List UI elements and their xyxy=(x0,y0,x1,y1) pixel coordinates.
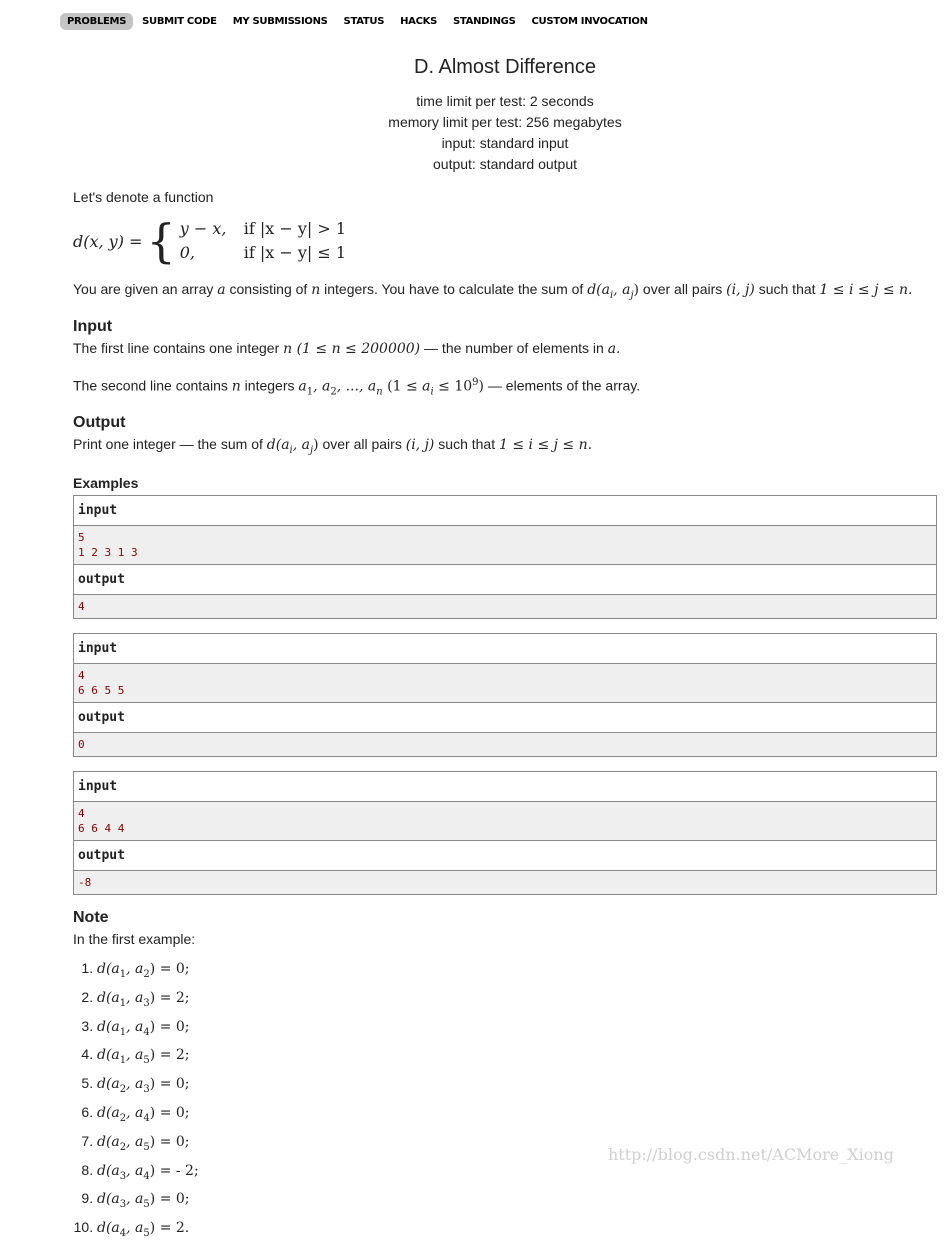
input-line-2: The second line contains n integers $a_1$, $a_2$, ..., $a_n$ $(1 \le a_i \le 10^9)$ — elements of the array. xyxy=(73,376,641,398)
function-formula xyxy=(73,214,937,268)
note-item: 5. $d(a_2$, $a_3) = 0$; xyxy=(97,1072,937,1101)
problem-statement xyxy=(73,187,937,1245)
time-limit: time limit per test: 2 seconds xyxy=(416,93,594,109)
example-input-label: input xyxy=(74,634,936,664)
top-nav xyxy=(60,11,657,31)
nav-my-submissions[interactable]: MY SUBMISSIONS xyxy=(232,15,328,27)
examples-list xyxy=(73,495,937,895)
example-input[interactable]: 4 6 6 5 5 xyxy=(74,664,936,703)
output-title: Output xyxy=(73,414,126,432)
output-spec: output: standard output xyxy=(433,156,577,172)
input-spec: input: standard input xyxy=(441,135,569,151)
statement-intro: Let's denote a function xyxy=(73,189,214,205)
example-3 xyxy=(73,771,937,895)
nav-submit-code[interactable]: SUBMIT CODE xyxy=(142,15,217,27)
note-item: 2. $d(a_1$, $a_3) = 2$; xyxy=(97,986,937,1015)
note-list xyxy=(73,957,937,1245)
statement-given: You are given an array a consisting of n integers. You have to calculate the sum of $d(a_i$, $a_j$) over all pairs (i, j) such that 1 ≤ i ≤ j ≤ n. xyxy=(73,281,913,301)
example-input-label: input xyxy=(74,496,936,526)
example-input[interactable]: 5 1 2 3 1 3 xyxy=(74,526,936,565)
note-item: 9. $d(a_3$, $a_5) = 0$; xyxy=(97,1187,937,1216)
nav-custom-invocation[interactable]: CUSTOM INVOCATION xyxy=(531,15,648,27)
memory-limit: memory limit per test: 256 megabytes xyxy=(388,114,622,130)
input-line-1: The first line contains one integer n (1 ≤ n ≤ 200000) — the number of elements in a. xyxy=(73,339,621,357)
formula-cases xyxy=(180,217,346,265)
note-item: 3. $d(a_1$, $a_4) = 0$; xyxy=(97,1015,937,1044)
example-2 xyxy=(73,633,937,757)
note-item: 4. $d(a_1$, $a_5) = 2$; xyxy=(97,1043,937,1072)
note-title: Note xyxy=(73,909,109,927)
example-1 xyxy=(73,495,937,619)
note-item: 8. $d(a_3$, $a_4$) = - 2; xyxy=(97,1159,937,1188)
watermark: http://blog.csdn.net/ACMore_Xiong xyxy=(608,1145,894,1164)
note-item: 6. $d(a_2$, $a_4) = 0$; xyxy=(97,1101,937,1130)
example-output[interactable]: 0 xyxy=(74,733,936,756)
formula-case-1: y − x, if |x − y| > 1 xyxy=(179,219,347,238)
example-output-label: output xyxy=(74,841,936,871)
formula-brace: { xyxy=(146,214,176,268)
nav-problems[interactable]: PROBLEMS xyxy=(60,13,133,30)
nav-status[interactable]: STATUS xyxy=(343,15,385,27)
output-text: Print one integer — the sum of $d(a_i$, $a_j$) over all pairs (i, j) such that 1 ≤ i ≤ j ≤ n. xyxy=(73,436,593,457)
example-input[interactable]: 4 6 6 4 4 xyxy=(74,802,936,841)
note-item: 7. $d(a_2$, $a_5) = 0$; xyxy=(97,1130,937,1159)
problem-title: D. Almost Difference xyxy=(414,56,596,78)
note-item: 1. $d(a_1$, $a_2) = 0$; xyxy=(97,957,937,986)
nav-standings[interactable]: STANDINGS xyxy=(453,15,516,27)
problem-header xyxy=(73,56,937,175)
input-title: Input xyxy=(73,317,113,335)
example-output[interactable]: -8 xyxy=(74,871,936,894)
note-item: 10. $d(a_4$, $a_5) = 2$. xyxy=(97,1216,937,1245)
example-input-label: input xyxy=(74,772,936,802)
example-output-label: output xyxy=(74,703,936,733)
formula-lhs: d(x, y) = xyxy=(73,231,143,251)
formula-case-2: 0, if |x − y| ≤ 1 xyxy=(179,243,347,262)
example-output[interactable]: 4 xyxy=(74,595,936,618)
examples-title: Examples xyxy=(73,475,139,492)
nav-hacks[interactable]: HACKS xyxy=(400,15,438,27)
note-text: In the first example: xyxy=(73,931,196,948)
example-output-label: output xyxy=(74,565,936,595)
